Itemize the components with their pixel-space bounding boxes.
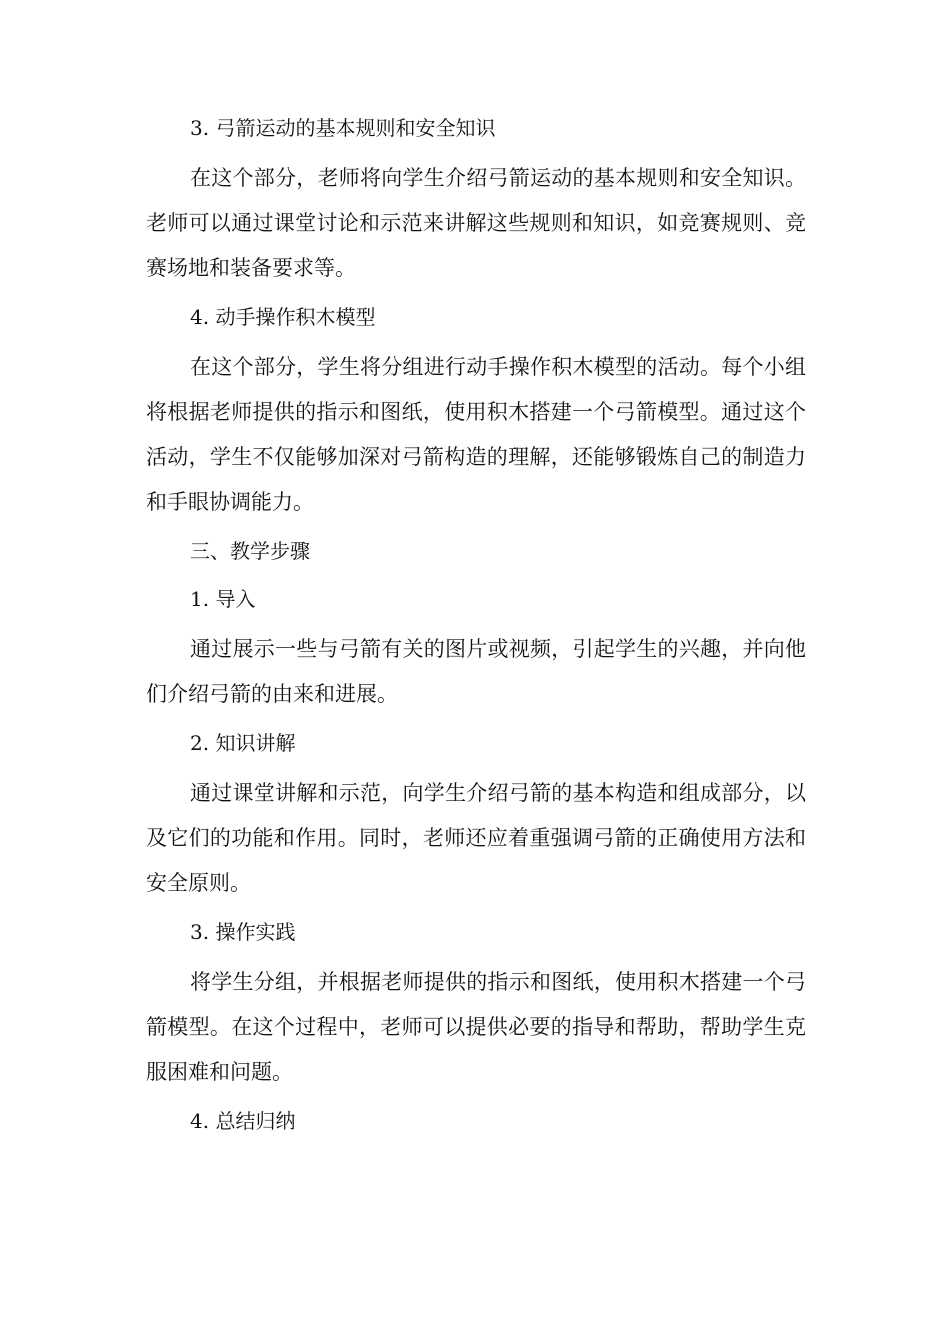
section-heading-steps: 三、教学步骤 (190, 539, 310, 563)
step-heading-summary: 4. 总结归纳 (190, 1109, 296, 1133)
step-heading-intro: 1. 导入 (190, 587, 256, 611)
step-heading-knowledge: 2. 知识讲解 (190, 731, 296, 755)
paragraph-knowledge: 通过课堂讲解和示范，向学生介绍弓箭的基本构造和组成部分，以及它们的功能和作用。同时，老师还应着重强调弓箭的正确使用方法和安全原则。 (146, 781, 806, 895)
paragraph-model: 在这个部分，学生将分组进行动手操作积木模型的活动。每个小组将根据老师提供的指示和图纸，使用积木搭建一个弓箭模型。通过这个活动，学生不仅能够加深对弓箭构造的理解，还能够锻炼自己的制造力和手眼协调能力。 (146, 355, 806, 514)
paragraph-practice: 将学生分组，并根据老师提供的指示和图纸，使用积木搭建一个弓箭模型。在这个过程中，老师可以提供必要的指导和帮助，帮助学生克服困难和问题。 (146, 970, 806, 1084)
step-heading-practice: 3. 操作实践 (190, 920, 296, 944)
section-heading-model: 4. 动手操作积木模型 (190, 305, 376, 329)
paragraph-rules: 在这个部分，老师将向学生介绍弓箭运动的基本规则和安全知识。老师可以通过课堂讨论和示范来讲解这些规则和知识，如竞赛规则、竞赛场地和装备要求等。 (146, 166, 806, 280)
document-body (146, 108, 806, 1149)
section-heading-rules: 3. 弓箭运动的基本规则和安全知识 (190, 116, 496, 140)
paragraph-intro: 通过展示一些与弓箭有关的图片或视频，引起学生的兴趣，并向他们介绍弓箭的由来和进展。 (146, 637, 806, 706)
